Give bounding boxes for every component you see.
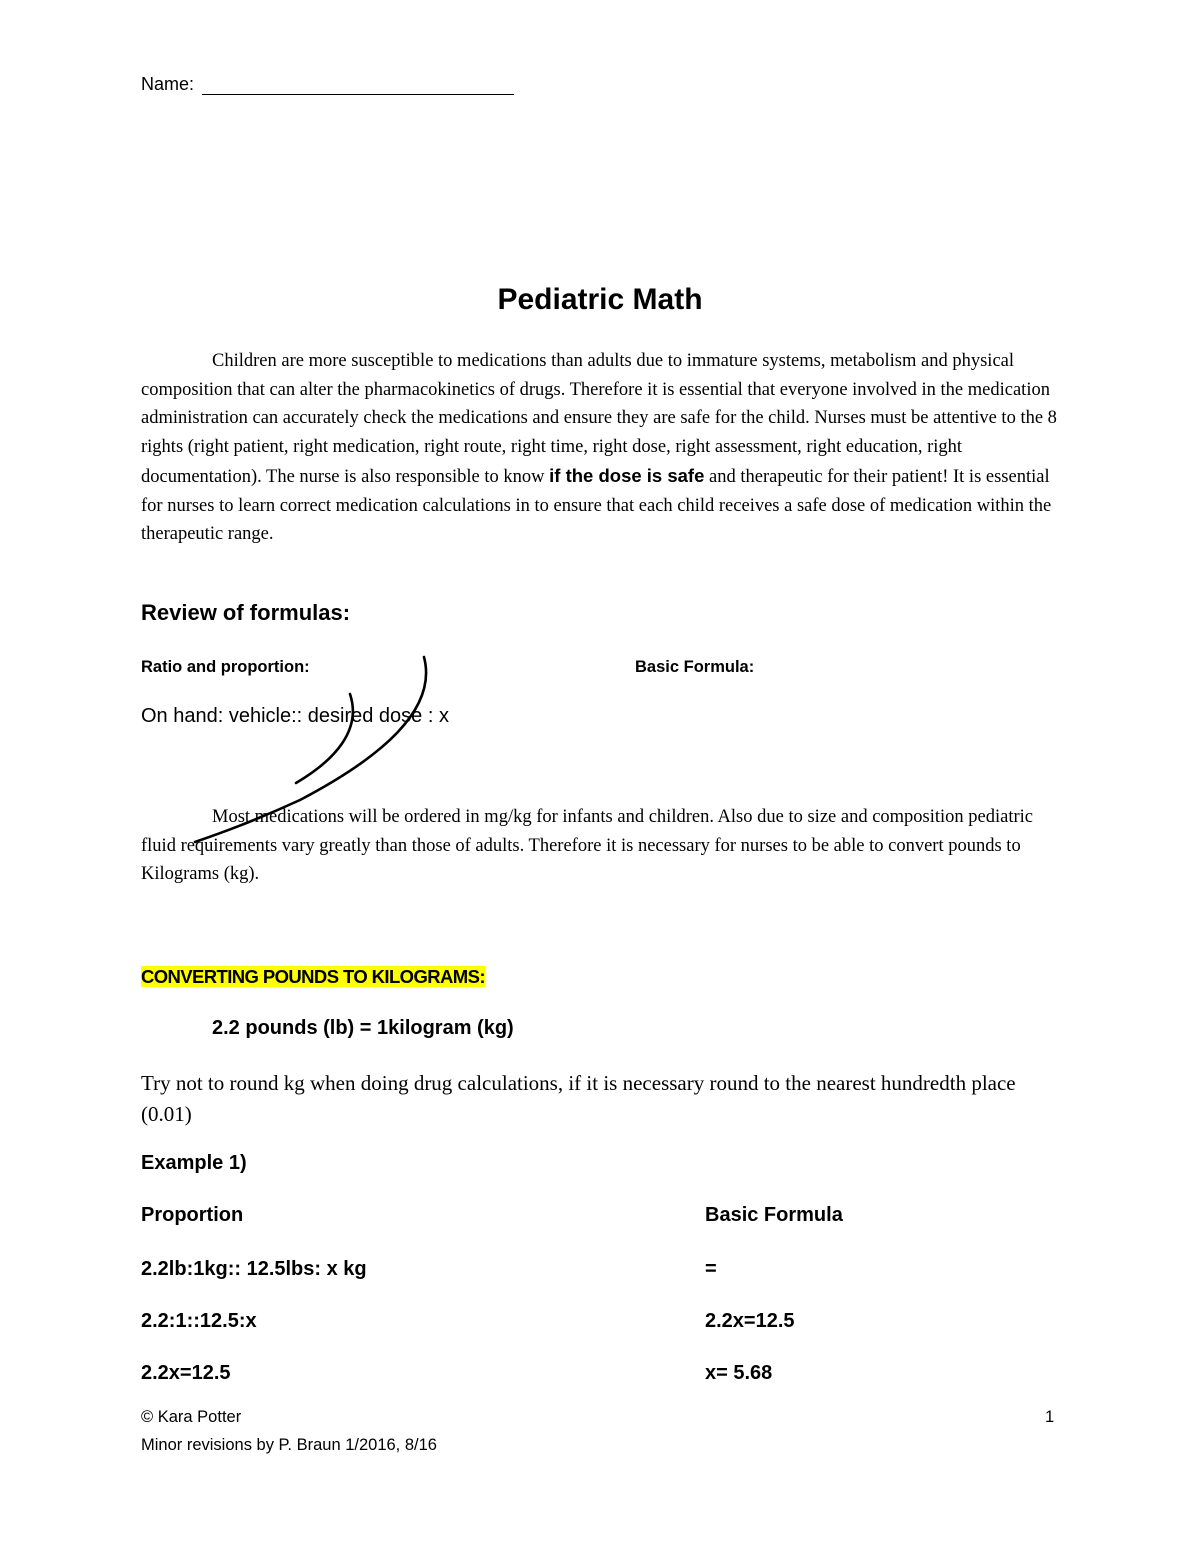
intro-text-end: and therapeutic for their patient! It is essential for nurses to learn correct medication calculations in to ensure that each child receives a safe dose of medication within the therapeutic range.: [141, 466, 1052, 545]
on-hand-formula: On hand: vehicle:: desired dose : x: [141, 705, 449, 727]
conversion-intro-paragraph: [141, 803, 1061, 889]
converting-heading-text: CONVERTING POUNDS TO KILOGRAMS:: [141, 966, 485, 987]
name-blank-line[interactable]: [202, 74, 514, 95]
page-number: 1: [1045, 1408, 1055, 1426]
name-field-row: [141, 74, 514, 95]
proportion-header: Proportion: [141, 1204, 244, 1226]
example-row-1-right: =: [705, 1258, 717, 1280]
example-row-2-left: 2.2:1::12.5:x: [141, 1310, 257, 1332]
intro-bold-phrase: if the dose is safe: [549, 464, 705, 486]
footer-revision: Minor revisions by P. Braun 1/2016, 8/16: [141, 1436, 437, 1454]
basic-formula-label: Basic Formula:: [635, 658, 755, 676]
example-label: Example 1): [141, 1152, 247, 1174]
conversion-intro-text: Most medications will be ordered in mg/kg for infants and children. Also due to size and composition pediatric fluid requirements vary greatly than those of adults. Therefore it is necessary for nurses to be able to convert pounds to Kilograms (kg).: [141, 807, 1034, 885]
example-row-2-right: 2.2x=12.5: [705, 1310, 795, 1332]
converting-heading: [141, 966, 485, 988]
basic-formula-header: Basic Formula: [705, 1204, 843, 1226]
page-title: Pediatric Math: [497, 283, 703, 316]
example-row-1-left: 2.2lb:1kg:: 12.5lbs: x kg: [141, 1258, 367, 1280]
review-heading: Review of formulas:: [141, 600, 351, 625]
example-row-3-right: x= 5.68: [705, 1362, 773, 1384]
example-row-3-left: 2.2x=12.5: [141, 1362, 231, 1384]
ratio-proportion-label: Ratio and proportion:: [141, 658, 310, 676]
rounding-note: Try not to round kg when doing drug calculations, if it is necessary round to the nearest hundredth place (0.01): [141, 1071, 1016, 1126]
footer-copyright: © Kara Potter: [141, 1408, 242, 1426]
intro-text-start: Children are more susceptible to medications than adults due to immature systems, metabolism and physical composition that can alter the pharmacokinetics of drugs. Therefore it is essential that everyone involved in the medication administration can accurately check the medications and ensure they are safe for the child. Nurses must be attentive to the 8 rights (right patient, right medication, right route, right time, right dose, right assessment, right education, right documentation). The nurse is also responsible to know: [141, 351, 1057, 487]
name-label: Name:: [141, 74, 195, 94]
intro-paragraph: [141, 347, 1061, 549]
conversion-equation: 2.2 pounds (lb) = 1kilogram (kg): [212, 1017, 514, 1039]
